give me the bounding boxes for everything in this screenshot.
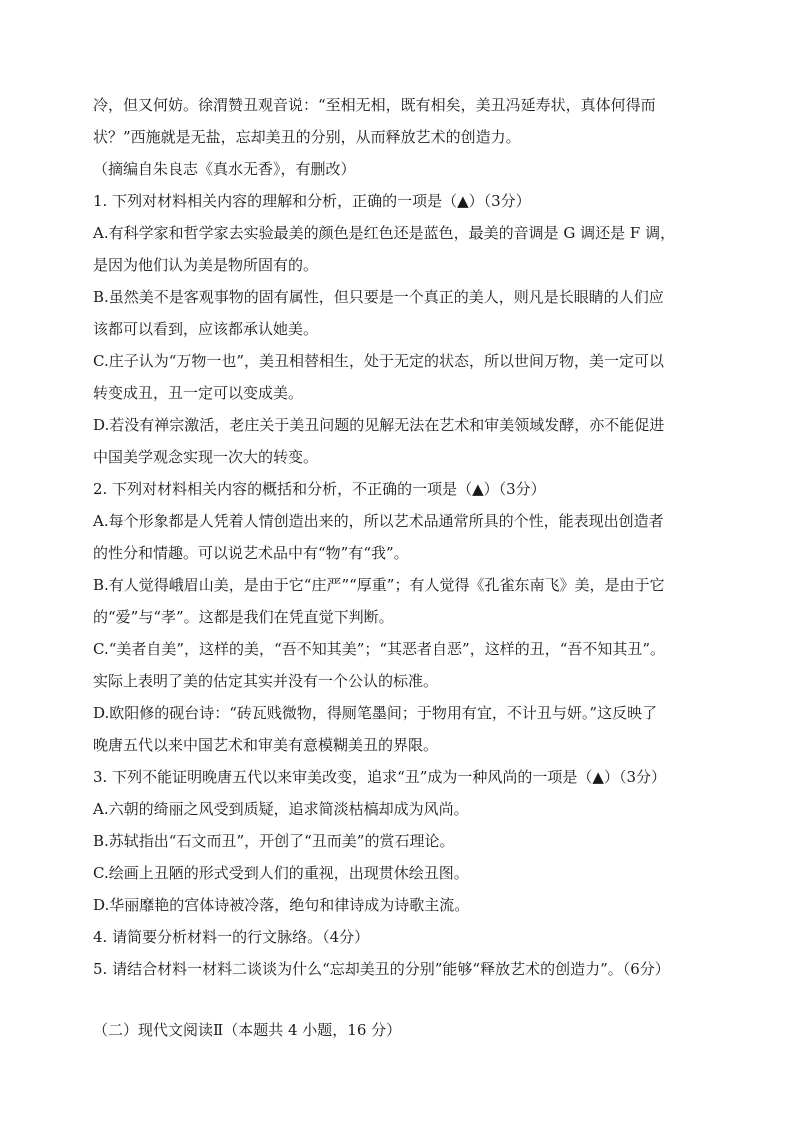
question-1-stem: 1. 下列对材料相关内容的理解和分析，正确的一项是（▲）（3分） [93, 192, 531, 210]
question-1-option-d-line-1: D.若没有禅宗激活，老庄关于美丑问题的见解无法在艺术和审美领域发酵，亦不能促进 [93, 416, 665, 434]
intro-line-2: 状？”西施就是无盐，忘却美丑的分别，从而释放艺术的创造力。 [93, 128, 521, 146]
question-3-option-d: D.华丽靡艳的宫体诗被冷落，绝句和律诗成为诗歌主流。 [93, 896, 470, 914]
question-2-option-b-line-2: 的“爱”与“孝”。这都是我们在凭直觉下判断。 [93, 608, 394, 626]
question-1-option-b-line-1: B.虽然美不是客观事物的固有属性，但只要是一个真正的美人，则凡是长眼睛的人们应 [93, 288, 664, 306]
question-3-option-b: B.苏轼指出“石文而丑”，开创了“丑而美”的赏石理论。 [93, 832, 455, 850]
question-2-stem: 2. 下列对材料相关内容的概括和分析，不正确的一项是（▲）（3分） [93, 480, 546, 498]
question-2-option-a-line-2: 的性分和情趣。可以说艺术品中有“物”有“我”。 [93, 544, 409, 562]
question-5-stem: 5. 请结合材料一材料二谈谈为什么“忘却美丑的分别”能够“释放艺术的创造力”。（6分） [93, 960, 670, 978]
question-1-option-a-line-2: 是因为他们认为美是物所固有的。 [93, 256, 319, 274]
section-heading: （二）现代文阅读Ⅱ（本题共 4 小题，16 分） [93, 1021, 402, 1039]
question-2-option-c-line-1: C.“美者自美”，这样的美，“吾不知其美”；“其恶者自恶”，这样的丑，“吾不知其丑”。 [93, 640, 666, 658]
question-2-option-d-line-2: 晚唐五代以来中国艺术和审美有意模糊美丑的界限。 [93, 736, 439, 754]
question-2-option-b-line-1: B.有人觉得峨眉山美，是由于它“庄严”“厚重”；有人觉得《孔雀东南飞》美，是由于它 [93, 576, 665, 594]
question-1-option-c-line-1: C.庄子认为“万物一也”，美丑相替相生，处于无定的状态，所以世间万物，美一定可以 [93, 352, 665, 370]
question-1-option-d-line-2: 中国美学观念实现一次大的转变。 [93, 448, 319, 466]
question-2-option-a-line-1: A.每个形象都是人凭着人情创造出来的，所以艺术品通常所具的个性，能表现出创造者 [93, 512, 664, 530]
question-3-stem: 3. 下列不能证明晚唐五代以来审美改变，追求“丑”成为一种风尚的一项是（▲）（3分） [93, 768, 666, 786]
question-4-stem: 4. 请简要分析材料一的行文脉络。（4分） [93, 928, 370, 946]
question-3-option-a: A.六朝的绮丽之风受到质疑，追求简淡枯槁却成为风尚。 [93, 800, 469, 818]
question-1-option-a-line-1: A.有科学家和哲学家去实验最美的颜色是红色还是蓝色，最美的音调是 G 调还是 F 调， [93, 224, 676, 242]
question-1-option-c-line-2: 转变成丑，丑一定可以变成美。 [93, 384, 304, 402]
intro-line-1: 冷，但又何妨。徐渭赞丑观音说：“至相无相，既有相矣，美丑冯延寿状，真体何得而 [93, 96, 656, 114]
question-2-option-c-line-2: 实际上表明了美的估定其实并没有一个公认的标准。 [93, 672, 439, 690]
source-citation: （摘编自朱良志《真水无香》，有删改） [93, 160, 356, 178]
question-1-option-b-line-2: 该都可以看到，应该都承认她美。 [93, 320, 319, 338]
question-2-option-d-line-1: D.欧阳修的砚台诗：“砖瓦贱微物，得厕笔墨间；于物用有宜，不计丑与妍。”这反映了 [93, 704, 658, 722]
question-3-option-c: C.绘画上丑陋的形式受到人们的重视，出现贯休绘丑图。 [93, 864, 469, 882]
